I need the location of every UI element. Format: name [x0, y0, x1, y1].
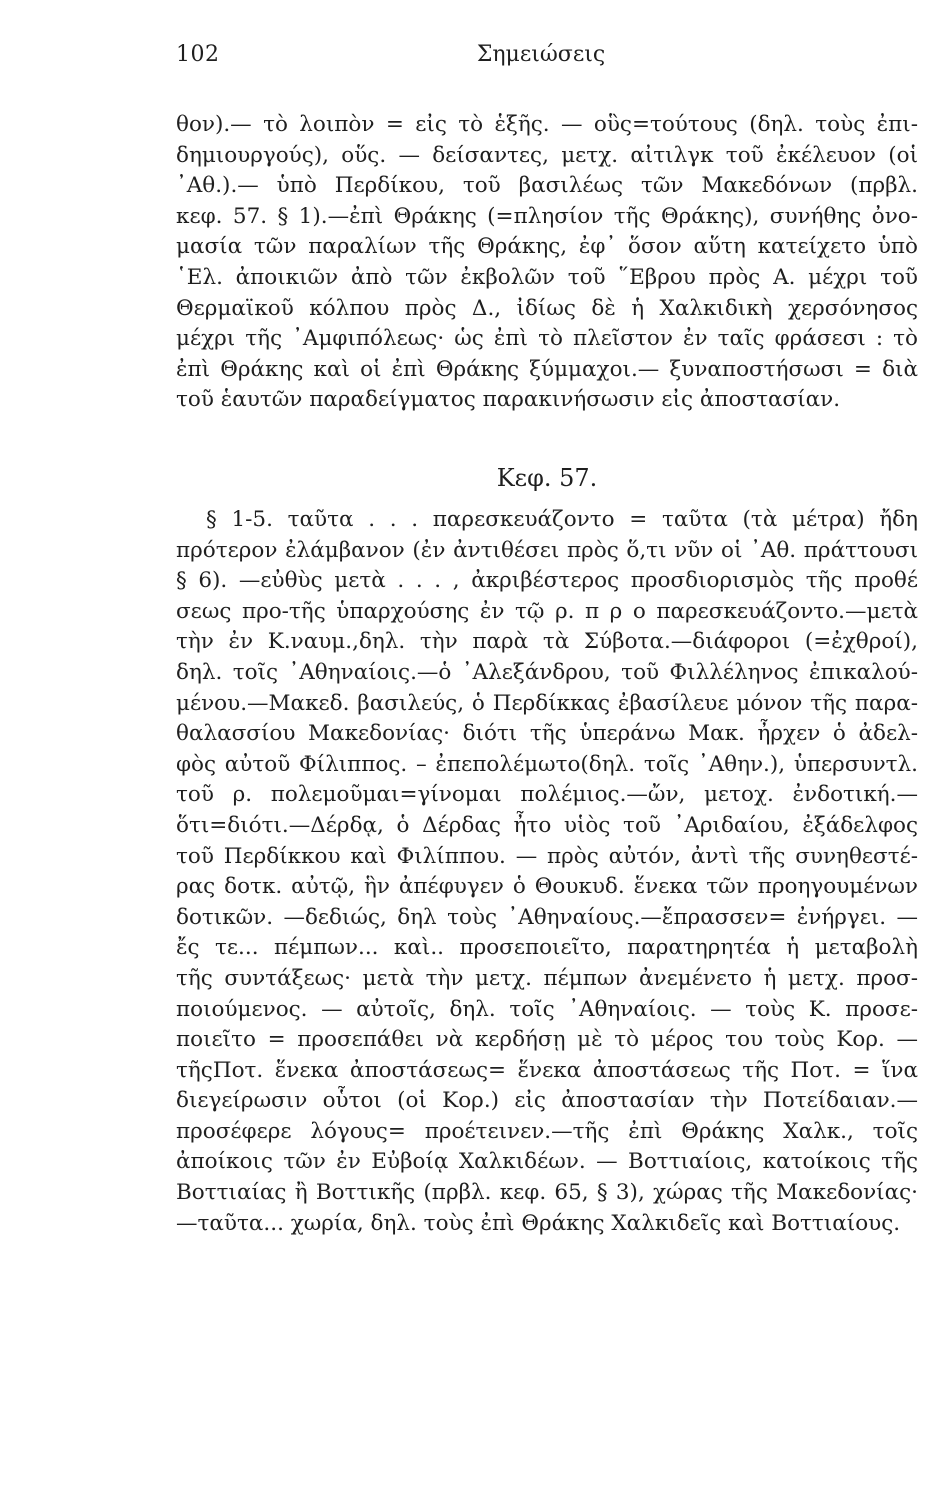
running-title: Σημειώσεις: [476, 42, 606, 67]
text-line: τοῦ ἑαυτῶν παραδείγματος παρακινήσωσιν εἰς ἀποστασίαν.: [176, 387, 841, 413]
text-line: θαλασσίου Μακεδονίας· διότι τῆς ὑπεράνω Μακ. ἦρχεν ὁ ἀδελ-: [176, 721, 918, 747]
text-line: τῆς συντάξεως· μετὰ τὴν μετχ. πέμπων ἀνεμένετο ἡ μετχ. προσ-: [176, 965, 918, 991]
text-line: τοῦ ρ. πολεμοῦμαι=γίνομαι πολέμιος.—ὤν, μετοχ. ἐνδοτική.—: [176, 782, 918, 808]
text-line: τοῦ Περδίκκου καὶ Φιλίππου. — πρὸς αὐτόν, ἀντὶ τῆς συνηθεστέ-: [176, 843, 918, 869]
text-line: μέχρι τῆς ᾿Αμφιπόλεως· ὡς ἐπὶ τὸ πλεῖστον ἐν ταῖς φράσεσι : τὸ: [176, 326, 918, 352]
text-line: φὸς αὐτοῦ Φίλιππος. – ἐπεπολέμωτο(δηλ. τοῖς ᾿Αθην.), ὑπερσυντλ.: [176, 751, 918, 777]
text-line: ρας δοτκ. αὐτῷ, ἣν ἀπέφυγεν ὁ Θουκυδ. ἕνεκα τῶν προηγουμένων: [176, 874, 918, 900]
text-line: ἀποίκοις τῶν ἐν Εὐβοίᾳ Χαλκιδέων. — Βοττιαίοις, κατοίκοις τῆς: [176, 1149, 918, 1175]
text-line: προσέφερε λόγους= προέτεινεν.—τῆς ἐπὶ Θράκης Χαλκ., τοῖς: [176, 1118, 918, 1144]
text-line: τὴν ἐν Κ.ναυμ.,δηλ. τὴν παρὰ τὰ Σύβοτα.—διάφοροι (=ἐχθροί),: [176, 629, 918, 655]
text-line: τῆςΠοτ. ἕνεκα ἀποστάσεως= ἕνεκα ἀποστάσεως τῆς Ποτ. = ἵνα: [176, 1057, 918, 1083]
text-line: διεγείρωσιν οὗτοι (οἱ Κορ.) εἰς ἀποστασίαν τὴν Ποτείδαιαν.—: [176, 1088, 918, 1114]
text-line: μασία τῶν παραλίων τῆς Θράκης, ἐφ᾿ ὅσον αὕτη κατείχετο ὑπὸ: [176, 234, 918, 260]
text-line: ποιεῖτο = προσεπάθει νὰ κερδήσῃ μὲ τὸ μέρος του τοὺς Κορ. —: [176, 1027, 918, 1053]
text-line: ῾Ελ. ἀποικιῶν ἀπὸ τῶν ἐκβολῶν τοῦ ῞Εβρου πρὸς Α. μέχρι τοῦ: [176, 264, 918, 290]
notes-section-2: [176, 505, 918, 1239]
notes-section-1: [176, 110, 918, 416]
chapter-heading: Κεφ. 57.: [496, 464, 598, 492]
page-header: [176, 42, 906, 78]
text-line: Βοττιαίας ἢ Βοττικῆς (πρβλ. κεφ. 65, § 3), χώρας τῆς Μακεδονίας·: [176, 1180, 918, 1206]
text-line: ᾿Αθ.).— ὑπὸ Περδίκου, τοῦ βασιλέως τῶν Μακεδόνων (πρβλ.: [176, 173, 918, 199]
text-line: ὅτι=διότι.—Δέρδᾳ, ὁ Δέρδας ἦτο υἱὸς τοῦ ᾿Αριδαίου, ἐξάδελφος: [176, 812, 918, 838]
text-line: σεως προ-τῆς ὑπαρχούσης ἐν τῷ ρ. π ρ ο παρεσκευάζοντο.—μετὰ: [176, 598, 918, 624]
text-line: πρότερον ἐλάμβανον (ἐν ἀντιθέσει πρὸς ὅ,τι νῦν οἱ ᾿Αθ. πράττουσι: [176, 537, 918, 563]
text-line: § 6). —εὐθὺς μετὰ . . . , ἀκριβέστερος προσδιορισμὸς τῆς προθέ: [176, 568, 918, 594]
text-line: ἔς τε... πέμπων... καὶ.. προσεποιεῖτο, παρατηρητέα ἡ μεταβολὴ: [176, 935, 918, 961]
page-number: 102: [176, 42, 220, 67]
text-line: μένου.—Μακεδ. βασιλεύς, ὁ Περδίκκας ἐβασίλευε μόνον τῆς παρα-: [176, 690, 918, 716]
text-line: § 1-5. ταῦτα . . . παρεσκευάζοντο = ταῦτα (τὰ μέτρα) ἤδη: [206, 507, 918, 532]
text-line: —ταῦτα... χωρία, δηλ. τοὺς ἐπὶ Θράκης Χαλκιδεῖς καὶ Βοττιαίους.: [176, 1210, 901, 1236]
text-line: Θερμαϊκοῦ κόλπου πρὸς Δ., ἰδίως δὲ ἡ Χαλκιδικὴ χερσόνησος: [176, 295, 918, 321]
text-line: δημιουργούς), οὕς. — δείσαντες, μετχ. αἰτιλγκ τοῦ ἐκέλευον (οἱ: [176, 142, 918, 168]
text-line: δηλ. τοῖς ᾿Αθηναίοις.—ὁ ᾿Αλεξάνδρου, τοῦ Φιλλέληνος ἐπικαλού-: [176, 659, 918, 685]
text-line: κεφ. 57. § 1).—ἐπὶ Θράκης (=πλησίον τῆς Θράκης), συνήθης ὀνο-: [176, 203, 918, 229]
text-line: ἐπὶ Θράκης καὶ οἱ ἐπὶ Θράκης ξύμμαχοι.— ξυναποστήσωσι = διὰ: [176, 356, 918, 382]
text-line: δοτικῶν. —δεδιώς, δηλ τοὺς ᾿Αθηναίους.—ἔπρασσεν= ἐνήργει. —: [176, 904, 918, 930]
text-line: θον).— τὸ λοιπὸν = εἰς τὸ ἑξῆς. — οὓς=τούτους (δηλ. τοὺς ἐπι-: [176, 112, 918, 137]
text-line: ποιούμενος. — αὐτοῖς, δηλ. τοῖς ᾿Αθηναίοις. — τοὺς Κ. προσε-: [176, 996, 918, 1022]
